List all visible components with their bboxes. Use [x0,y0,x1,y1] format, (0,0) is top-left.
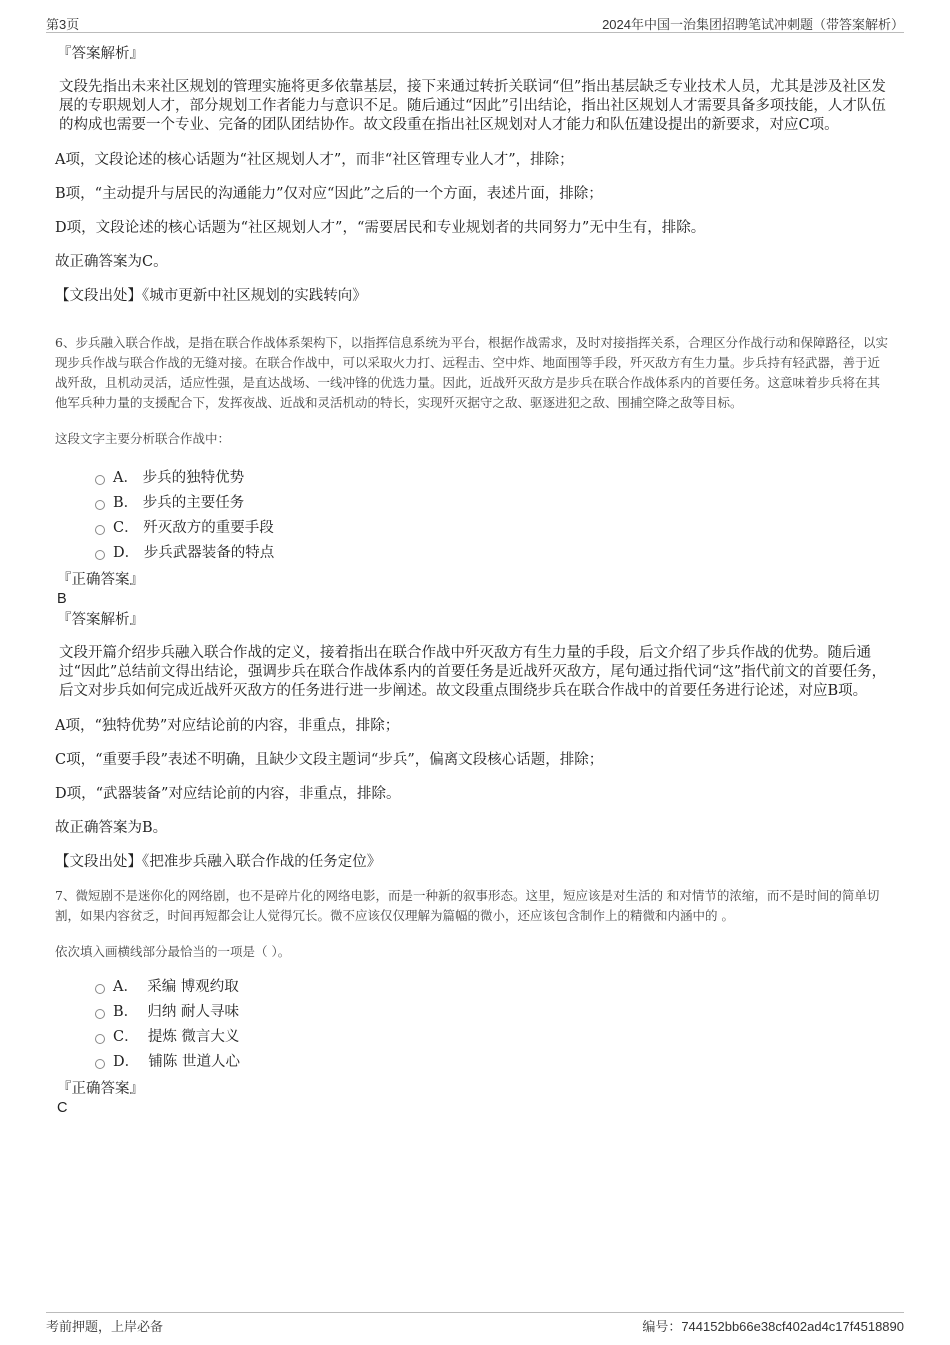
option-a[interactable] [95,975,895,1000]
document-title: 2024年中国一治集团招聘笔试冲刺题（带答案解析） [602,17,904,32]
question-prompt: 这段文字主要分析联合作战中： [55,431,231,446]
analysis-label: 『答案解析』 [57,612,144,628]
option-text: 提炼 微言大义 [147,1029,240,1045]
option-text: 采编 博观约取 [147,979,239,995]
option-letter: C． [113,1029,139,1045]
code-value: 744152bb66e38cf402ad4c17f4518890 [681,1319,904,1334]
answer-label: 『正确答案』 [57,572,144,588]
option-c[interactable] [95,1025,895,1050]
option-text: 步兵武器装备的特点 [143,545,275,561]
prev-question-analysis [55,44,895,306]
page-content [55,44,895,1117]
analysis-label: 『答案解析』 [57,46,144,62]
analysis-option-a: A项，“独特优势”对应结论前的内容，非重点，排除； [55,718,400,734]
analysis-option-b: B项，“主动提升与居民的沟通能力”仅对应“因此”之后的一个方面，表述片面，排除； [55,186,603,202]
radio-icon[interactable] [95,475,105,485]
option-letter: B． [113,495,139,511]
option-c[interactable] [95,516,895,541]
option-d[interactable] [95,1050,895,1075]
code-label: 编号： [642,1319,682,1334]
option-text: 归纳 耐人寻味 [147,1004,239,1020]
option-b[interactable] [95,1000,895,1025]
option-b[interactable] [95,491,895,516]
analysis-text: 文段开篇介绍步兵融入联合作战的定义，接着指出在联合作战中歼灭敌方有生力量的手段，后文介绍了步兵作战的优势。随后通过“因此”总结前文得出结论，强调步兵在联合作战体系内的首要任务是近战歼灭敌方，尾句通过指代词“这”指代前文的首要任务，后文对步兵如何完成近战歼灭敌方的任务进行进一步阐述。故文段重点围绕步兵在联合作战中的首要任务进行论述，对应B项。 [59,645,887,699]
option-letter: B． [113,1004,139,1020]
answer-value: B [57,591,67,607]
page-footer [46,1312,904,1335]
analysis-text: 文段先指出未来社区规划的管理实施将更多依靠基层，接下来通过转折关联词“但”指出基层缺乏专业技术人员，尤其是涉及社区发展的专职规划人才，部分规划工作者能力与意识不足。随后通过“因此”引出结论，指出社区规划人才需要具备多项技能，人才队伍的构成也需要一个专业、完备的团队团结协作。故文段重在指出社区规划对人才能力和队伍建设提出的新要求，对应C项。 [59,79,886,133]
analysis-option-d: D项，“武器装备”对应结论前的内容，非重点，排除。 [55,786,401,802]
question-6 [55,333,895,872]
radio-icon[interactable] [95,1059,105,1069]
radio-icon[interactable] [95,1009,105,1019]
analysis-conclusion: 故正确答案为B。 [55,820,168,836]
radio-icon[interactable] [95,500,105,510]
radio-icon[interactable] [95,984,105,994]
analysis-option-d: D项，文段论述的核心话题为“社区规划人才”，“需要居民和专业规划者的共同努力”无中生有，排除。 [55,220,706,236]
option-text: 步兵的独特优势 [142,470,245,486]
option-letter: C． [113,520,139,536]
question-prompt: 依次填入画横线部分最恰当的一项是（ ）。 [55,944,291,959]
radio-icon[interactable] [95,550,105,560]
option-letter: A． [113,979,138,995]
page-number: 第3页 [46,17,80,32]
analysis-option-c: C项，“重要手段”表述不明确，且缺少文段主题词“步兵”，偏离文段核心话题，排除； [55,752,604,768]
analysis-option-a: A项，文段论述的核心话题为“社区规划人才”，而非“社区管理专业人才”，排除； [55,152,574,168]
options-list [55,466,895,566]
question-7 [55,886,895,1117]
option-d[interactable] [95,541,895,566]
question-stem: 6、步兵融入联合作战，是指在联合作战体系架构下，以指挥信息系统为平台，根据作战需求，及时对接指挥关系，合理区分作战行动和保障路径，以实现步兵作战与联合作战的无缝对接。在联合作战中，可以采取火力打、远程击、空中炸、地面围等手段，歼灭敌方有生力量。步兵持有轻武器，善于近战歼敌，且机动灵活，适应性强，是直达战场、一线冲锋的优选力量。因此，近战歼灭敌方是步兵在联合作战体系内的首要任务。这意味着步兵将在其他军兵种力量的支援配合下，发挥夜战、近战和灵活机动的特长，实现歼灭据守之敌、驱逐进犯之敌、围捕空降之敌等目标。 [55,335,888,410]
analysis-source: 【文段出处】《把准步兵融入联合作战的任务定位》 [55,854,382,870]
analysis-source: 【文段出处】《城市更新中社区规划的实践转向》 [55,288,367,304]
option-letter: D． [113,1054,140,1070]
document-code [642,1316,904,1335]
option-text: 歼灭敌方的重要手段 [143,520,274,536]
answer-label: 『正确答案』 [57,1081,144,1097]
option-letter: A． [113,470,138,486]
option-a[interactable] [95,466,895,491]
question-stem: 7、微短剧不是迷你化的网络剧，也不是碎片化的网络电影，而是一种新的叙事形态。这里，短应该是对生活的 和对情节的浓缩，而不是时间的简单切割，如果内容贫乏，时间再短都会让人觉得冗长。微不应该仅仅理解为篇幅的微小，还应该包含制作上的精微和内涵中的 。 [55,888,880,923]
option-text: 铺陈 世道人心 [148,1054,240,1070]
options-list [55,975,895,1075]
page-header [46,12,904,33]
footer-slogan: 考前押题，上岸必备 [46,1319,164,1334]
analysis-conclusion: 故正确答案为C。 [55,254,168,270]
radio-icon[interactable] [95,525,105,535]
radio-icon[interactable] [95,1034,105,1044]
answer-value: C [57,1100,68,1116]
option-text: 步兵的主要任务 [142,495,245,511]
option-letter: D． [113,545,140,561]
